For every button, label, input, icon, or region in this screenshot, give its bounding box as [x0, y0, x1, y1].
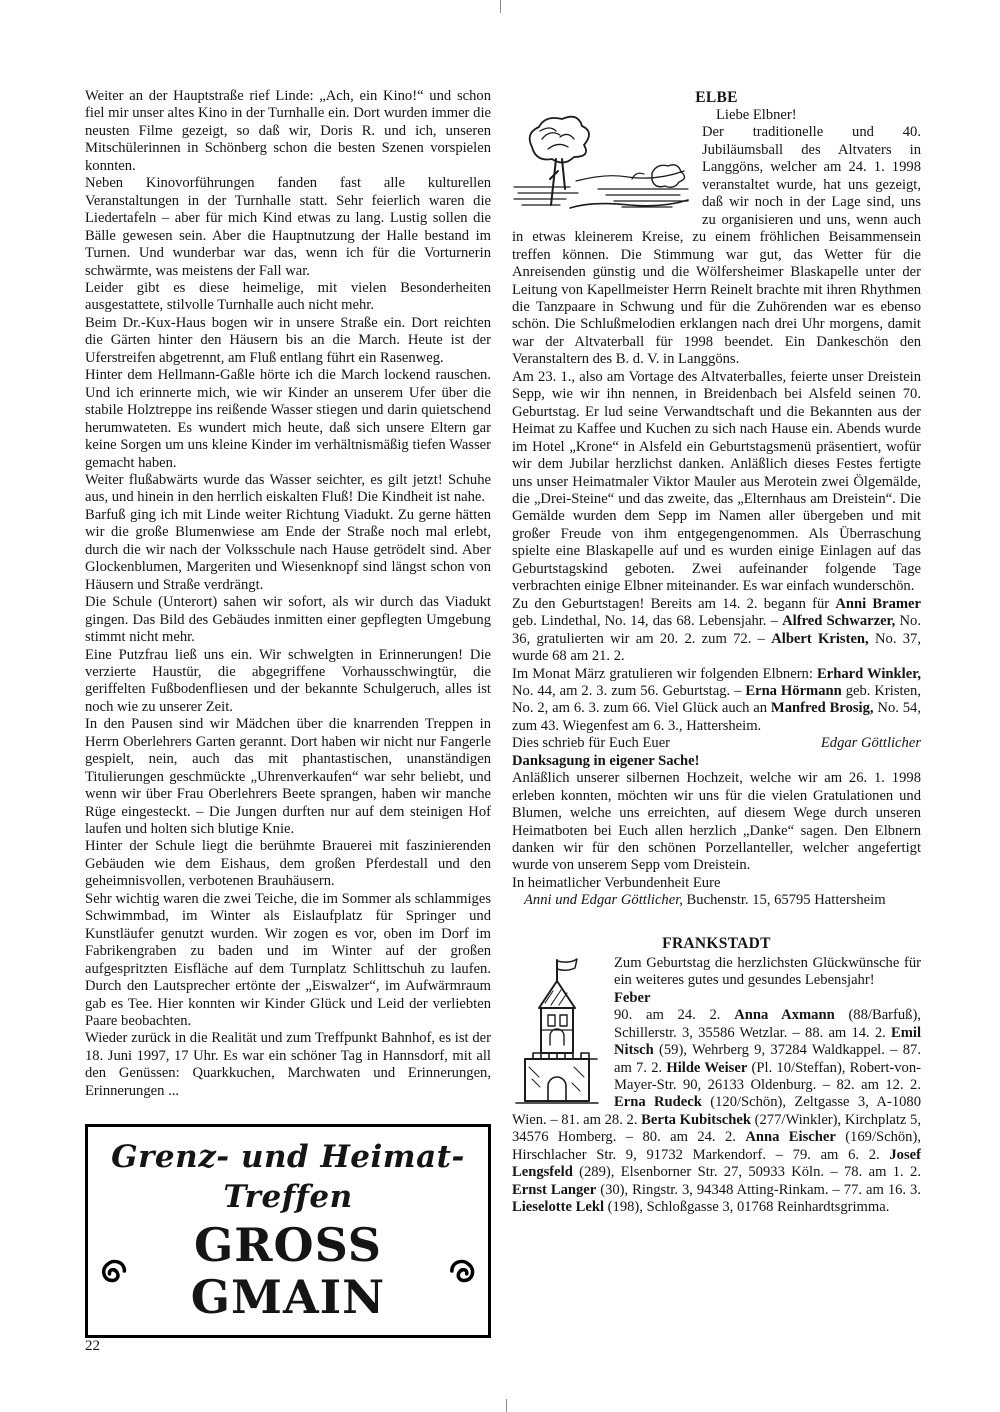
banner-location-row [96, 1219, 480, 1323]
page-number: 22 [85, 1338, 100, 1354]
month-label: Feber [614, 989, 651, 1006]
signoff-text: Dies schrieb für Euch Euer [512, 735, 671, 752]
signoff-line [512, 735, 921, 752]
paragraph: Zum Geburtstag die herzlichsten Glückwünsche für ein weiteres gutes und gesundes Lebensjahr! [614, 954, 921, 989]
left-column [85, 88, 491, 1338]
scroll-ornament-left-icon [96, 1252, 127, 1290]
paragraph: Neben Kinovorführungen fanden fast alle kulturellen Veranstaltungen in der Turnhalle statt. Sehr feierlich waren die Liedertafeln – aber für mich Kind etwas zu lang. Lustig sollen die Bälle gewesen sein. Aber die Hauptnutzung der Halle bestand im Turnen. Und wunderbar war das, wenn ich für die Vorturnerin schwärmte, was meistens der Fall war. [85, 175, 491, 279]
page-body [85, 88, 921, 1338]
river-landscape-illustration [512, 109, 690, 215]
paragraph: Weiter flußabwärts wurde das Wasser seichter, es gilt jetzt! Schuhe aus, und hinein in den herrlich eiskalten Fluß! Die Kindheit ist nahe. [85, 471, 491, 506]
paragraph: Eine Putzfrau ließ uns ein. Wir schwelgten in Erinnerungen! Die verzierte Haustür, die abgegriffene Vorhausschwingtür, die geriffelten Fußbodenfliesen und der bekannte Schulgeruch, alles ist noch wie zu unserer Zeit. [85, 646, 491, 715]
paragraph: Beim Dr.-Kux-Haus bogen wir in unsere Straße ein. Dort reichten die Gärten hinter den Häusern bis an die March. Heute ist der Uferstreifen abgetrennt, am Fluß entlang führt ein Rasenweg. [85, 314, 491, 366]
crop-mark-bottom [506, 1399, 507, 1412]
tower-illustration [512, 957, 602, 1105]
paragraph: Wieder zurück in die Realität und zum Treffpunkt Bahnhof, es ist der 18. Juni 1997, 17 Uhr. Es war ein schöner Tag in Hannsdorf, mit all den Genüssen: Quarkkuchen, Marchwaten und Erinnerungen, Erinnerungen ... [85, 1030, 491, 1099]
paragraph-march-birthdays: Im Monat März gratulieren wir folgenden Elbnern: Erhard Winkler, No. 44, am 2. 3. zum 56. Geburtstag. – Erna Hörmann geb. Kristen, No. 2, am 6. 3. zum 66. Viel Glück auch an Manfred Brosig, No. 54, zum 43. Wiegenfest am 6. 3., Hattersheim. [512, 665, 922, 734]
paragraph: In den Pausen sind wir Mädchen über die knarrenden Treppen in Herrn Oberlehrers Garten gerannt. Dort haben wir nicht nur Fangerle gespielt, nein, auch das mit phantastischen, unanständigen Titulierungen geschmückte „Uhrenverkaufen“ war sehr beliebt, und wenn wir über Frau Oberlehrers Beete sprangen, haben wir manche Rüge eingesteckt. – Die Jungen durften nur auf dem steinigen Hof laufen und holten sich blutige Knie. [85, 716, 491, 838]
paragraph: Hinter dem Hellmann-Gaßle hörte ich die March lockend rauschen. Und ich erinnerte mich, wie wir Kinder an unserem Ufer über die stabile Holztreppe ins reißende Wasser stiegen und darin quietschend herumwateten. Es wundert mich heute, daß sich unsere Eltern gar keine Sorgen um uns kleine Kinder im verhältnismäßig tiefen Wasser gemacht haben. [85, 367, 491, 471]
banner-location: GROSS GMAIN [190, 1218, 386, 1325]
section-heading-elbe: ELBE [695, 89, 738, 106]
paragraph-birthdays: Zu den Geburtstagen! Bereits am 14. 2. begann für Anni Bramer geb. Lindethal, No. 14, das 68. Lebensjahr. – Alfred Schwarzer, No. 36, gratulierten wir am 20. 2. zum 72. – Albert Kristen, No. 37, wurde 68 am 21. 2. [512, 595, 922, 665]
frankstadt-section [512, 955, 921, 1217]
paragraph: Die Schule (Unterort) sahen wir sofort, als wir durch das Viadukt gingen. Das Bild des Gebäudes inmitten einer gepflegten Umgebung stimmt nicht mehr. [85, 594, 491, 646]
paragraph: Weiter an der Hauptstraße rief Linde: „Ach, ein Kino!“ und schon fiel mir unser altes Kino in der Turnhalle ein. Dort wurden immer die neusten Filme gezeigt, so daß wir, Doris R. und ich, unseren Mitschülerinnen in Schönberg schon die besten Szenen vorspielen konnten. [85, 88, 491, 174]
right-column [512, 88, 921, 1338]
banner-title: Grenz- und Heimat-Treffen [111, 1139, 465, 1216]
paragraph: Sehr wichtig waren die zwei Teiche, die im Sommer als schlammiges Schwimmbad, im Winter als Eislaufplatz für Springer und Kunstläufer genutzt wurden. Wir zogen es vor, oben im Dorf im Fabrikengraben zu baden und im Winter auf der großen aufgespritzten Eisfläche auf dem Turnplatz Schlittschuh zu laufen. Durch den Lautsprecher ertönte der „Eiswalzer“, im Aufwärmraum gab es Tee. Hier konnten wir Kinder Glück und Leid der verliebten Paare beobachten. [85, 890, 491, 1030]
paragraph: Barfuß ging ich mit Linde weiter Richtung Viadukt. Zu gerne hätten wir die große Blumenwiese am Ende der Straße noch mal erlebt, durch die wir nach der Volksschule nach Hause getrödelt sind. Aber Glockenblumen, Margeriten und Wiesenknopf sind längst schon von Häusern und Straße verdrängt. [85, 506, 491, 593]
section-heading-frankstadt: FRANKSTADT [662, 934, 771, 952]
paragraph: Anläßlich unserer silbernen Hochzeit, welche wir am 26. 1. 1998 erleben konnten, möchten wir uns für die vielen Gratulationen und Blumen, welche uns erreichten, auf diesem Wege durch unseren Heimatboten bei Euch allen herzlich „Danke“ sagen. Den Elbnern danken wir für den schönen Porzellanteller, welcher angefertigt wurde von unserem Sepp vom Dreistein. [512, 770, 921, 874]
scroll-ornament-right-icon [449, 1252, 480, 1290]
signature-line: Anni und Edgar Göttlicher, Buchenstr. 15, 65795 Hattersheim [524, 892, 886, 909]
event-banner [85, 1124, 491, 1338]
paragraph-birthday-list: 90. am 24. 2. Anna Axmann (88/Barfuß), Schillerstr. 3, 35586 Wetzlar. – 88. am 14. 2. Emil Nitsch (59), Wehrberg 9, 37284 Waldkappel. – 87. am 7. 2. Hilde Weiser (Pl. 10/Steffan), Robert-von-Mayer-Str. 90, 26133 Oldenburg. – 82. am 12. 2. Erna Rudeck (120/Schön), Zeltgasse 3, A-1080 Wien. – 81. am 28. 2. Berta Kubitschek (277/Winkler), Kirchplatz 5, 34576 Homberg. – 80. am 24. 2. Anna Eischer (169/Schön), Hirschlacher Str. 9, 91732 Markendorf. – 79. am 6. 2. Josef Lengsfeld (289), Elsenborner Str. 27, 50933 Köln. – 78. am 1. 2. Ernst Langer (30), Ringstr. 3, 94348 Atting-Rinkam. – 77. am 16. 3. Lieselotte Lekl (198), Schloßgasse 3, 01768 Reinhardtsgrimma. [512, 1007, 922, 1216]
crop-mark-top [500, 0, 501, 13]
salutation: Liebe Elbner! [716, 107, 797, 123]
paragraph: Am 23. 1., also am Vortage des Altvaterballes, feierte unser Dreistein Sepp, wie wir ihn nennen, in Breidenbach bei Alsfeld seinen 70. Geburtstag. Er lud seine Verwandtschaft und die Bekannten aus der Heimat zu Kaffee und Kuchen zu sich nach Hause ein. Abends wurde im Hotel „Krone“ in Alsfeld ein Geburtstagsmenü präsentiert, wofür wir dem Jubilar herzlichst danken. Anläßlich dieses Festes fertigte uns unser Heimatmaler Viktor Mauler aus Merotein zwei Ölgemälde, die „Drei-Steine“ und das zweite, das „Elternhaus am Dreistein“. Die Gemälde wurden dem Sepp im Namen aller übergeben und mit großer Freude von ihm entgegengenommen. Als Überraschung spielte eine Blaskapelle auf und es wurden einige Einlagen auf das Geburtstagskind geboten. Zwei aufeinander folgende Tage verbrachten einige Elbner miteinander. Es war einfach wunderschön. [512, 368, 921, 595]
closing-line: In heimatlicher Verbundenheit Eure [512, 874, 721, 891]
paragraph: Der traditionelle und 40. Jubiläumsball des Altvaters in Langgöns, welcher am 24. 1. 1998 veranstaltet wurde, hat uns gezeigt, daß wir noch in der Lage sind, uns zu organisieren und uns, wenn auch in etwas kleinerem Kreise, zu einem fröhlichen Beisammensein treffen können. Die Stimmung war gut, das Wetter für die Anreisenden günstig und die Wölfersheimer Blaskapelle unter der Leitung von Kapellmeister Herrn Reinelt brachte mit ihren Rhythmen die Tanzpaare in Schwung und für die Zuhörenden war es ebenso schön. Die Schlußmelodien erklangen nach drei Uhr morgens, damit war der Altvaterball für 1998 beendet. Ein Dankeschön den Veranstaltern des B. d. V. in Langgöns. [512, 124, 921, 368]
thanks-heading: Danksagung in eigener Sache! [512, 752, 700, 769]
paragraph: Hinter der Schule liegt die berühmte Brauerei mit faszinierenden Gebäuden wie dem Eishaus, dem großen Pferdestall und den geheimnisvollen, verbotenen Brauhäusern. [85, 838, 491, 890]
elbe-section [512, 107, 921, 910]
author-name: Edgar Göttlicher [820, 735, 921, 752]
paragraph: Leider gibt es diese heimelige, mit vielen Besonderheiten ausgestattete, stilvolle Turnhalle auch nicht mehr. [85, 279, 491, 314]
